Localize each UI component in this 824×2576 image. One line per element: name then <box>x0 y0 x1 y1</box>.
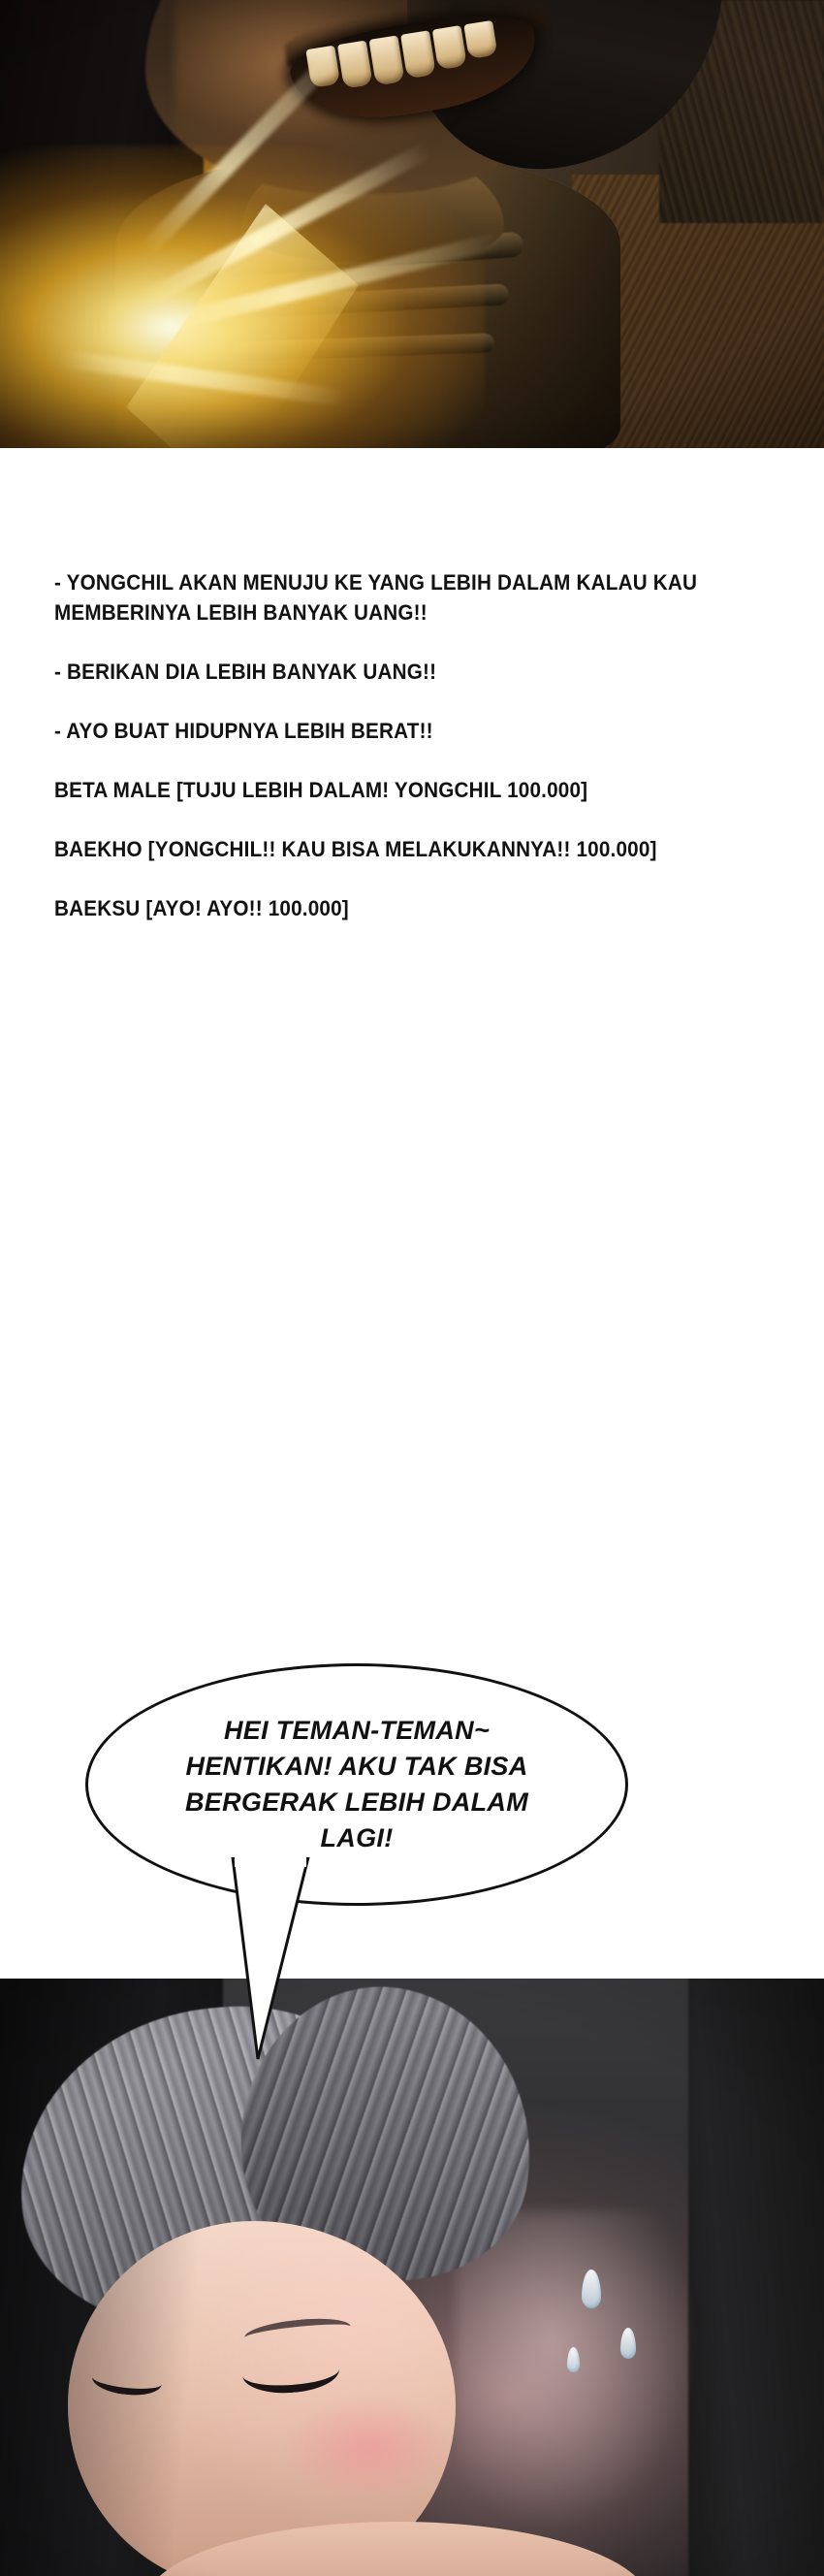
comment-item: - BERIKAN DIA LEBIH BANYAK UANG!! <box>54 660 437 684</box>
comment-list <box>54 567 772 952</box>
top-panel-vignette <box>0 0 824 448</box>
donation-item: BETA MALE [TUJU LEBIH DALAM! YONGCHIL 100.000] <box>54 778 588 802</box>
panel-top <box>0 0 824 448</box>
speech-bubble-tail <box>229 1857 312 2061</box>
panel-bottom <box>0 1979 824 2576</box>
speech-bubble-text: HEI TEMAN-TEMAN~ HENTIKAN! AKU TAK BISA BERGERAK LEBIH DALAM LAGI! <box>185 1716 528 1852</box>
speech-bubble-group <box>85 1663 628 1954</box>
donation-item: BAEKHO [YONGCHIL!! KAU BISA MELAKUKANNYA!! 100.000] <box>54 837 657 861</box>
comment-item: - AYO BUAT HIDUPNYA LEBIH BERAT!! <box>54 719 433 743</box>
comment-item: - YONGCHIL AKAN MENUJU KE YANG LEBIH DALAM KALAU KAU MEMBERINYA LEBIH BANYAK UANG!! <box>54 570 698 625</box>
donation-item: BAEKSU [AYO! AYO!! 100.000] <box>54 896 349 920</box>
bottom-panel-vignette <box>0 1979 824 2576</box>
speech-bubble <box>85 1663 628 1906</box>
